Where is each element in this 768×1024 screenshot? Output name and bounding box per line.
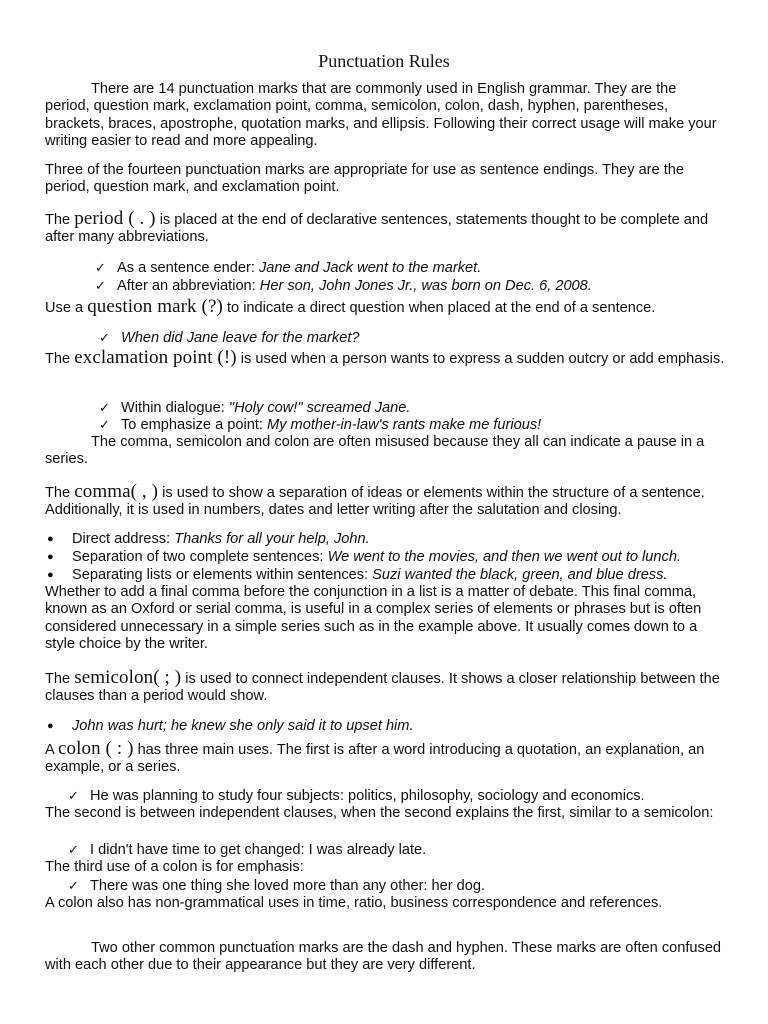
checkmark-icon: ✓ [68,878,79,893]
exclamation-point-term: exclamation point (!) [74,347,237,368]
list-item: ✓ When did Jane leave for the market? [99,330,360,346]
dash-hyphen-paragraph: Two other common punctuation marks are the dash and hyphen. These marks are often confused with each other due to their appearance but they are very different. [45,940,722,974]
comma-term: comma( , ) [74,481,159,502]
period-paragraph: The period ( . ) is placed at the end of declarative sentences, statements thought to be complete and after many abbreviations. [45,208,709,246]
period-term: period ( . ) [74,208,156,229]
list-item: John was hurt; he knew she only said it to upset him. [72,718,414,734]
colon-term: colon ( : ) [58,738,134,759]
list-item: ✓ I didn't have time to get changed: I was already late. [68,842,427,858]
question-mark-paragraph: Use a question mark (?) to indicate a direct question when placed at the end of a sentence. [45,296,656,317]
bullet-icon: ● [47,551,54,563]
checkmark-icon: ✓ [68,842,79,857]
exclamation-point-paragraph: The exclamation point (!) is used when a person wants to express a sudden outcry or add emphasis. [45,347,725,368]
sentence-endings-paragraph: Three of the fourteen punctuation marks are appropriate for use as sentence endings. They are the period, question mark, and exclamation point. [45,162,685,196]
list-item: ✓ He was planning to study four subjects: politics, philosophy, sociology and economics. [68,788,645,804]
colon-second-use: The second is between independent clauses, when the second explains the first, similar to a semicolon: [45,805,714,821]
checkmark-icon: ✓ [99,417,110,432]
colon-other-uses: A colon also has non-grammatical uses in time, ratio, business correspondence and references. [45,895,663,911]
page-title: Punctuation Rules [318,51,450,71]
bullet-icon: ● [47,533,54,545]
oxford-comma-paragraph: Whether to add a final comma before the conjunction in a list is a matter of debate. This final comma, known as an Oxford or serial comma, is useful in a complex series of elements or phrases but is often considered unnecessary in a simple series such as in the example above. It usually comes down to a style choice by the writer. [45,584,702,653]
pause-marks-paragraph: The comma, semicolon and colon are often misused because they all can indicate a pause in a series. [45,434,705,468]
list-item: Direct address: Thanks for all your help, John. [72,531,370,547]
intro-paragraph: There are 14 punctuation marks that are commonly used in English grammar. They are the period, question mark, exclamation point, comma, semicolon, colon, dash, hyphen, parentheses, brackets, braces, apostrophe, quotation marks, and ellipsis. Following their correct usage will make your writing easier to read and more appealing. [45,81,717,150]
bullet-icon: ● [47,569,54,581]
list-item: Separation of two complete sentences: We went to the movies, and then we went out to lunch. [72,549,681,565]
bullet-icon: ● [47,720,54,732]
list-item: Separating lists or elements within sentences: Suzi wanted the black, green, and blue dress. [72,567,668,583]
checkmark-icon: ✓ [99,400,110,415]
list-item: ✓ Within dialogue: "Holy cow!" screamed Jane. [99,400,411,416]
colon-third-use: The third use of a colon is for emphasis: [45,859,304,875]
semicolon-term: semicolon( ; ) [74,667,182,688]
list-item: ✓ As a sentence ender: Jane and Jack went to the market. [95,260,482,276]
checkmark-icon: ✓ [95,278,106,293]
checkmark-icon: ✓ [68,788,79,803]
checkmark-icon: ✓ [99,330,110,345]
question-mark-term: question mark (?) [87,296,223,317]
list-item: ✓ There was one thing she loved more than any other: her dog. [68,878,486,894]
list-item: ✓ After an abbreviation: Her son, John Jones Jr., was born on Dec. 6, 2008. [95,278,592,294]
list-item: ✓ To emphasize a point: My mother-in-law's rants make me furious! [99,417,542,433]
colon-paragraph: A colon ( : ) has three main uses. The first is after a word introducing a quotation, an explanation, an example, or a series. [45,738,705,776]
comma-paragraph: The comma( , ) is used to show a separation of ideas or elements within the structure of a sentence. Additionally, it is used in numbers, dates and letter writing after the salutation and closing. [45,481,705,519]
checkmark-icon: ✓ [95,260,106,275]
semicolon-paragraph: The semicolon( ; ) is used to connect independent clauses. It shows a closer relationship between the clauses than a period would show. [45,667,720,705]
